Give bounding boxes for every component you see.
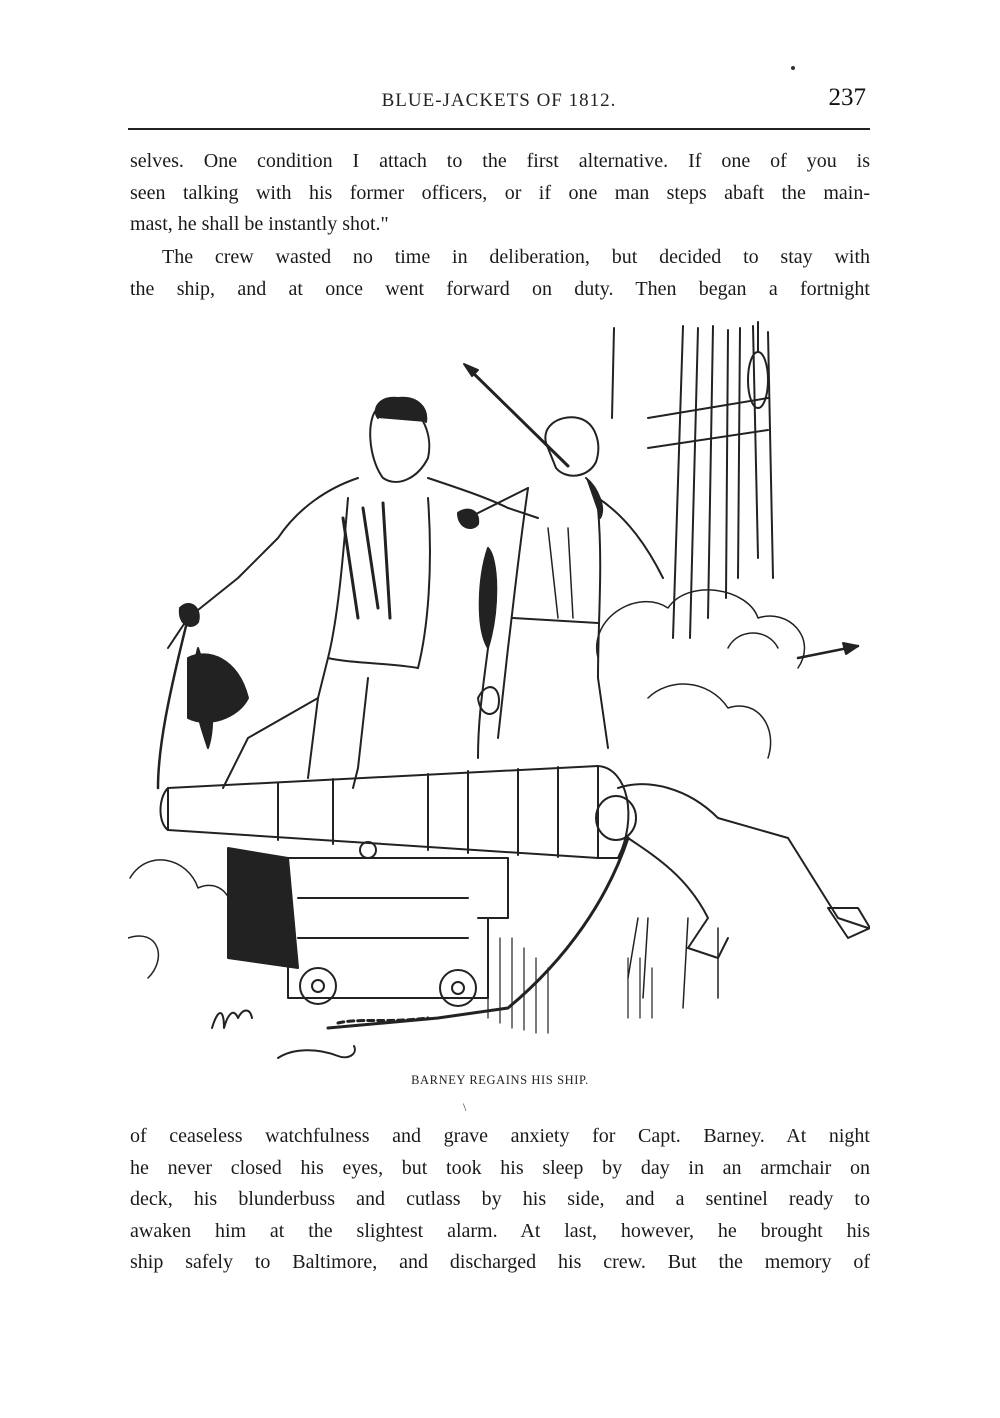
artist-signature	[212, 1011, 252, 1029]
page-header	[128, 84, 870, 120]
text-line: ship safely to Baltimore, and discharged his crew. But the memory of	[130, 1251, 870, 1273]
illustration-caption: BARNEY REGAINS HIS SHIP.	[411, 1073, 589, 1087]
text-line: mast, he shall be instantly shot."	[130, 213, 389, 235]
gun-carriage	[288, 842, 508, 1006]
paragraph-1	[130, 146, 870, 241]
boarding-pike	[468, 368, 568, 466]
fallen-man	[618, 784, 870, 1008]
deck-hatching	[488, 938, 652, 1033]
header-rule	[128, 128, 870, 130]
paragraph-2	[130, 242, 870, 305]
page-number: 237	[828, 84, 866, 111]
text-line: seen talking with his former officers, or if one man steps abaft the main-	[130, 181, 870, 204]
paragraph-3	[130, 1121, 870, 1279]
text-line: The crew wasted no time in deliberation, but decided to stay with	[162, 246, 870, 268]
text-line: deck, his blunderbuss and cutlass by his side, and a sentinel ready to	[130, 1188, 870, 1210]
text-line: he never closed his eyes, but took his sleep by day in an armchair on	[130, 1156, 870, 1179]
shadow	[188, 654, 248, 722]
pulley-block	[748, 322, 768, 408]
stray-mark: \	[463, 1100, 467, 1114]
text-line: selves. One condition I attach to the first alternative. If one of you is	[130, 150, 870, 172]
text-line: the ship, and at once went forward on duty. Then began a fortnight	[130, 277, 870, 300]
running-head: BLUE-JACKETS OF 1812.	[381, 90, 617, 111]
text-line: of ceaseless watchfulness and grave anxiety for Capt. Barney. At night	[130, 1125, 870, 1147]
text-line: awaken him at the slightest alarm. At last, however, he brought his	[130, 1219, 870, 1242]
stray-mark	[791, 66, 795, 70]
engraving-illustration	[128, 318, 870, 1073]
